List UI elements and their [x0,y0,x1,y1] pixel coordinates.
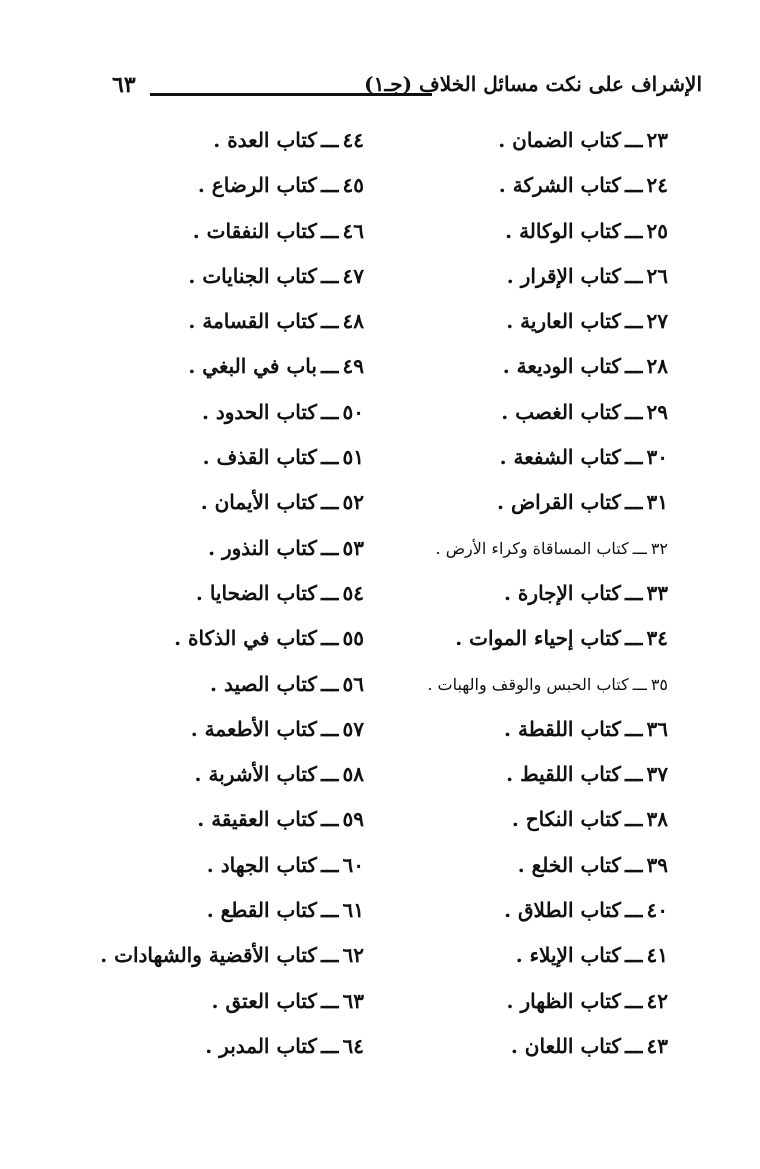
entry-dash: ـــ [320,399,339,424]
toc-entry [408,933,668,978]
toc-entry [124,254,364,299]
entry-title: كتاب الجهاد . [206,852,317,877]
entry-number: ٣٨ [646,807,668,832]
entry-dash: ـــ [320,807,339,832]
entry-title: كتاب القذف . [202,445,317,470]
entry-title: كتاب العارية . [506,309,621,334]
toc-entry [124,1024,364,1069]
toc-entry [408,299,668,344]
toc-entry [124,797,364,842]
entry-dash: ـــ [320,354,339,379]
entry-dash: ـــ [624,626,643,651]
entry-number: ٣٤ [646,626,668,651]
entry-title: كتاب الإيلاء . [515,943,621,968]
entry-dash: ـــ [320,128,339,152]
toc-entry [408,1024,668,1069]
entry-number: ٥٤ [342,580,364,605]
entry-number: ٣٥ [650,674,668,694]
entry-title: كتاب القسامة . [188,309,317,334]
entry-number: ٤٥ [342,173,364,198]
entry-number: ٣٩ [646,852,668,877]
entry-title: كتاب اللقيط . [506,762,621,787]
entry-dash: ـــ [320,762,339,787]
entry-title: كتاب الضمان . [498,128,621,152]
entry-dash: ـــ [624,943,643,968]
entry-title: كتاب الإقرار . [506,263,621,288]
toc-entry [408,435,668,480]
entry-title: كتاب النكاح . [511,807,621,832]
entry-number: ٥٥ [342,626,364,651]
entry-dash: ـــ [320,716,339,741]
entry-dash: ـــ [624,218,643,243]
toc-entry [408,707,668,752]
header-rule [150,93,432,96]
entry-dash: ـــ [320,898,339,923]
running-header [112,72,702,108]
entry-dash: ـــ [624,762,643,787]
entry-number: ٥١ [342,445,364,470]
entry-title: كتاب الأطعمة . [190,716,317,741]
entry-dash: ـــ [624,580,643,605]
entry-number: ٥٣ [342,535,364,560]
entry-number: ٥٨ [342,762,364,787]
entry-title: كتاب النفقات . [192,218,317,243]
entry-number: ٦٢ [342,943,364,968]
entry-number: ٦٣ [342,988,364,1013]
entry-number: ٣٦ [646,716,668,741]
entry-title: كتاب الشفعة . [499,445,621,470]
entry-number: ٤٨ [342,309,364,334]
entry-dash: ـــ [624,898,643,923]
entry-dash: ـــ [320,626,339,651]
entry-title: كتاب الصيد . [210,671,317,696]
entry-dash: ـــ [624,716,643,741]
entry-title: كتاب الأشربة . [194,762,317,787]
entry-title: كتاب القطع . [206,898,317,923]
entry-number: ٢٦ [646,263,668,288]
page-number: ٦٣ [112,72,136,98]
toc-entry [124,344,364,389]
entry-title: كتاب الأيمان . [200,490,317,515]
entry-title: كتاب المدبر . [205,1033,317,1058]
entry-number: ٤٦ [342,218,364,243]
entry-title: كتاب الطلاق . [504,898,621,923]
entry-title: كتاب الشركة . [498,173,621,198]
toc-entry [408,526,668,571]
entry-number: ٦١ [342,898,364,923]
entry-dash: ـــ [632,538,647,558]
entry-number: ٣٣ [646,580,668,605]
entry-dash: ـــ [320,671,339,696]
toc-entry [408,390,668,435]
entry-dash: ـــ [320,852,339,877]
entry-number: ٣٢ [650,538,668,558]
entry-dash: ـــ [320,943,339,968]
toc-entry [408,752,668,797]
toc-entry [408,571,668,616]
entry-title: كتاب العقيقة . [197,807,317,832]
toc-entry [408,888,668,933]
toc-entry [124,163,364,208]
entry-dash: ـــ [320,490,339,515]
entry-dash: ـــ [624,807,643,832]
entry-dash: ـــ [632,674,647,694]
entry-number: ٢٣ [646,128,668,152]
toc-entry [408,843,668,888]
entry-number: ٣٧ [646,762,668,787]
entry-title: كتاب اللقطة . [504,716,621,741]
toc-column-left [100,118,364,1069]
entry-number: ٤٠ [646,898,668,923]
entry-title: كتاب الخلع . [517,852,621,877]
toc-entry [124,299,364,344]
entry-title: كتاب الغصب . [501,399,621,424]
entry-dash: ـــ [320,445,339,470]
entry-number: ٥٢ [342,490,364,515]
entry-title: كتاب المساقاة وكراء الأرض . [435,538,629,558]
entry-number: ٤٣ [646,1033,668,1058]
entry-title: كتاب الإجارة . [504,580,621,605]
entry-number: ٦٠ [342,852,364,877]
entry-number: ٤١ [646,943,668,968]
entry-number: ٣٠ [646,445,668,470]
toc-entry [408,254,668,299]
entry-title: كتاب إحياء الموات . [455,626,621,651]
entry-title: كتاب النذور . [208,535,317,560]
entry-title: كتاب الرضاع . [197,173,317,198]
entry-title: كتاب الأقضية والشهادات . [100,943,317,968]
toc-entry [124,979,364,1024]
entry-dash: ـــ [624,445,643,470]
toc-entry [408,209,668,254]
entry-number: ٤٤ [342,128,364,152]
toc-entry [408,480,668,525]
toc-entry [124,752,364,797]
entry-dash: ـــ [624,1033,643,1058]
toc-entry [408,979,668,1024]
toc-entry [124,662,364,707]
toc-entry [408,662,668,707]
entry-number: ٣١ [646,490,668,515]
entry-dash: ـــ [624,263,643,288]
entry-title: كتاب الوديعة . [502,354,621,379]
entry-dash: ـــ [320,580,339,605]
toc-entry [124,526,364,571]
entry-number: ٢٤ [646,173,668,198]
entry-title: كتاب العدة . [213,128,317,152]
toc-entry [408,797,668,842]
entry-dash: ـــ [320,218,339,243]
toc-entry [124,888,364,933]
toc-entry [408,344,668,389]
entry-title: كتاب الجنايات . [188,263,317,288]
book-title: الإشراف على نكت مسائل الخلاف (جـ١) [364,72,702,96]
toc-entry [124,209,364,254]
entry-number: ٥٠ [342,399,364,424]
entry-dash: ـــ [320,173,339,198]
entry-dash: ـــ [320,535,339,560]
toc-entry [124,435,364,480]
toc-entry [124,843,364,888]
entry-title: كتاب الحبس والوقف والهبات . [427,674,629,694]
toc-entry [124,571,364,616]
entry-dash: ـــ [624,309,643,334]
entry-number: ٤٧ [342,263,364,288]
toc-entry [100,933,364,978]
toc-column-right [408,118,668,1069]
entry-number: ٦٤ [342,1033,364,1058]
entry-title: كتاب الظهار . [506,988,621,1013]
toc-entry [408,163,668,208]
entry-title: كتاب القراض . [497,490,621,515]
entry-number: ٢٩ [646,399,668,424]
entry-number: ٥٩ [342,807,364,832]
entry-title: كتاب الوكالة . [505,218,621,243]
toc-entry [124,616,364,661]
entry-title: كتاب في الذكاة . [174,626,317,651]
entry-dash: ـــ [624,852,643,877]
entry-title: كتاب اللعان . [510,1033,621,1058]
entry-title: كتاب العتق . [211,988,317,1013]
entry-number: ٥٧ [342,716,364,741]
entry-dash: ـــ [624,173,643,198]
toc-entry [408,616,668,661]
entry-dash: ـــ [320,988,339,1013]
entry-number: ٤٩ [342,354,364,379]
entry-title: كتاب الضحايا . [195,580,317,605]
entry-title: باب في البغي . [188,354,317,379]
entry-dash: ـــ [320,309,339,334]
entry-number: ٤٢ [646,988,668,1013]
toc-entry [124,707,364,752]
entry-dash: ـــ [624,988,643,1013]
entry-dash: ـــ [624,128,643,152]
entry-dash: ـــ [624,399,643,424]
toc-entry [124,118,364,163]
toc-entry [124,480,364,525]
entry-dash: ـــ [624,490,643,515]
entry-number: ٢٧ [646,309,668,334]
entry-dash: ـــ [624,354,643,379]
entry-number: ٢٥ [646,218,668,243]
entry-title: كتاب الحدود . [201,399,317,424]
entry-number: ٥٦ [342,671,364,696]
toc-entry [408,118,668,163]
entry-dash: ـــ [320,263,339,288]
entry-dash: ـــ [320,1033,339,1058]
entry-number: ٢٨ [646,354,668,379]
toc-entry [124,390,364,435]
